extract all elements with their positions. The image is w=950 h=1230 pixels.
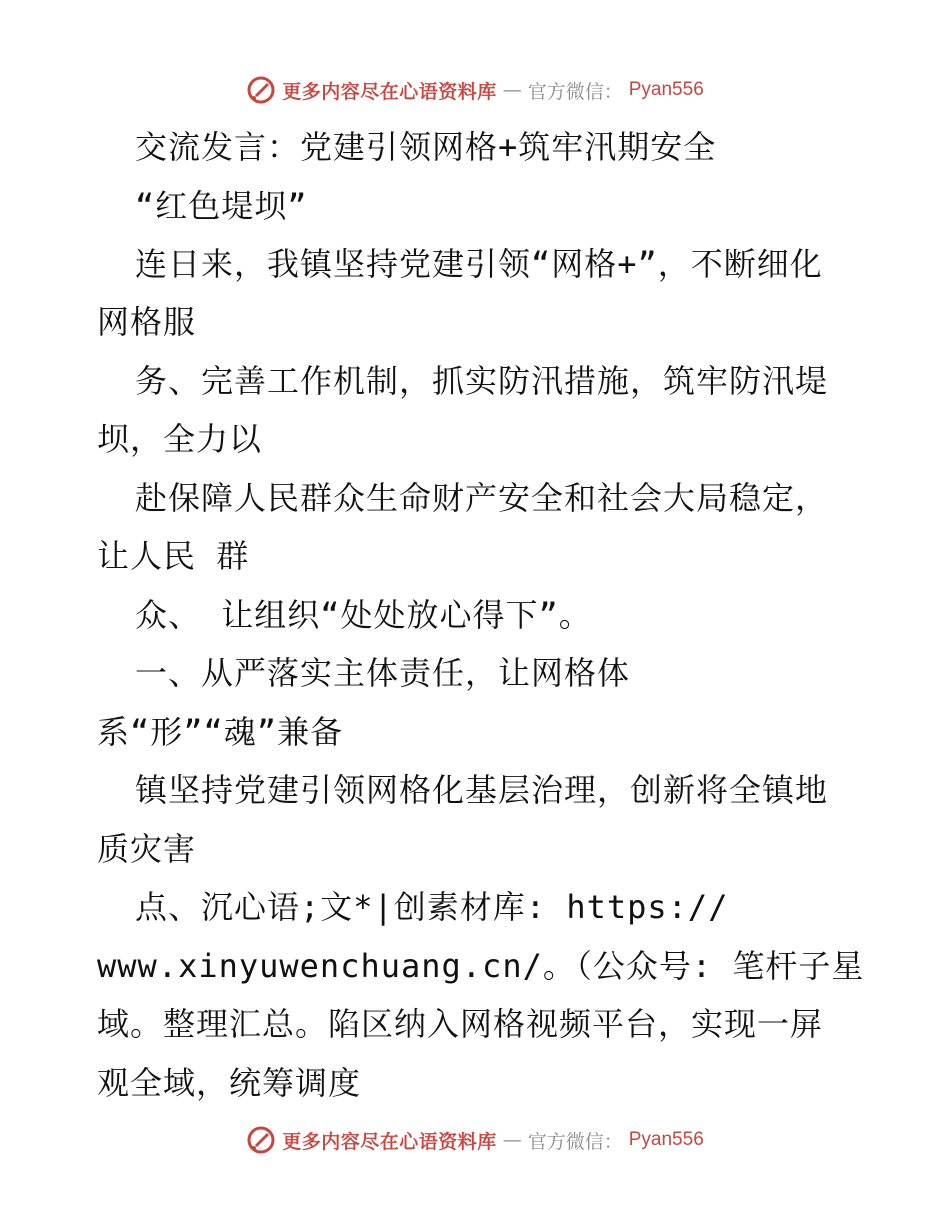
doc-line-17: 观全域，统筹调度: [97, 1064, 362, 1102]
quill-logo-icon: [246, 75, 276, 105]
wechat-id: Pyan556: [628, 79, 704, 100]
doc-line-8: 让人民 群: [97, 537, 250, 575]
wechat-label: 官方微信：: [527, 80, 623, 103]
quill-logo-icon: [246, 1125, 276, 1155]
wechat-id: Pyan556: [628, 1129, 704, 1150]
doc-line-2: “红色堤坝”: [135, 187, 308, 225]
banner-dash: —: [502, 1129, 522, 1151]
doc-line-12: 镇坚持党建引领网格化基层治理，创新将全镇地: [135, 771, 829, 809]
brand-text: 更多内容尽在心语资料库: [282, 1130, 497, 1153]
doc-line-4: 网格服: [97, 303, 197, 341]
brand-text: 更多内容尽在心语资料库: [282, 80, 497, 103]
doc-line-5: 务、完善工作机制，抓实防汛措施，筑牢防汛堤: [135, 362, 829, 400]
banner-dash: —: [502, 79, 522, 101]
doc-line-16: 域。整理汇总。陷区纳入网格视频平台，实现一屏: [97, 1005, 824, 1043]
doc-line-6: 坝，全力以: [97, 420, 263, 458]
doc-line-7: 赴保障人民群众生命财产安全和社会大局稳定，: [135, 479, 829, 517]
doc-line-15: www.xinyuwenchuang.cn/。（公众号: 笔杆子星: [97, 947, 865, 985]
doc-line-1: 交流发言：党建引领网格+筑牢汛期安全: [135, 128, 717, 166]
footer-watermark: [0, 1120, 950, 1160]
doc-line-3: 连日来，我镇坚持党建引领“网格+”，不断细化: [135, 245, 823, 283]
doc-line-10: 一、从严落实主体责任，让网格体: [135, 654, 631, 692]
doc-line-11: 系“形”“魂”兼备: [97, 713, 344, 751]
header-watermark: [0, 70, 950, 110]
doc-line-14: 点、沉心语;文*|创素材库: https://: [135, 888, 729, 926]
doc-line-9: 众、 让组织“处处放心得下”。: [135, 596, 592, 634]
wechat-label: 官方微信：: [527, 1130, 623, 1153]
doc-line-13: 质灾害: [97, 830, 197, 868]
